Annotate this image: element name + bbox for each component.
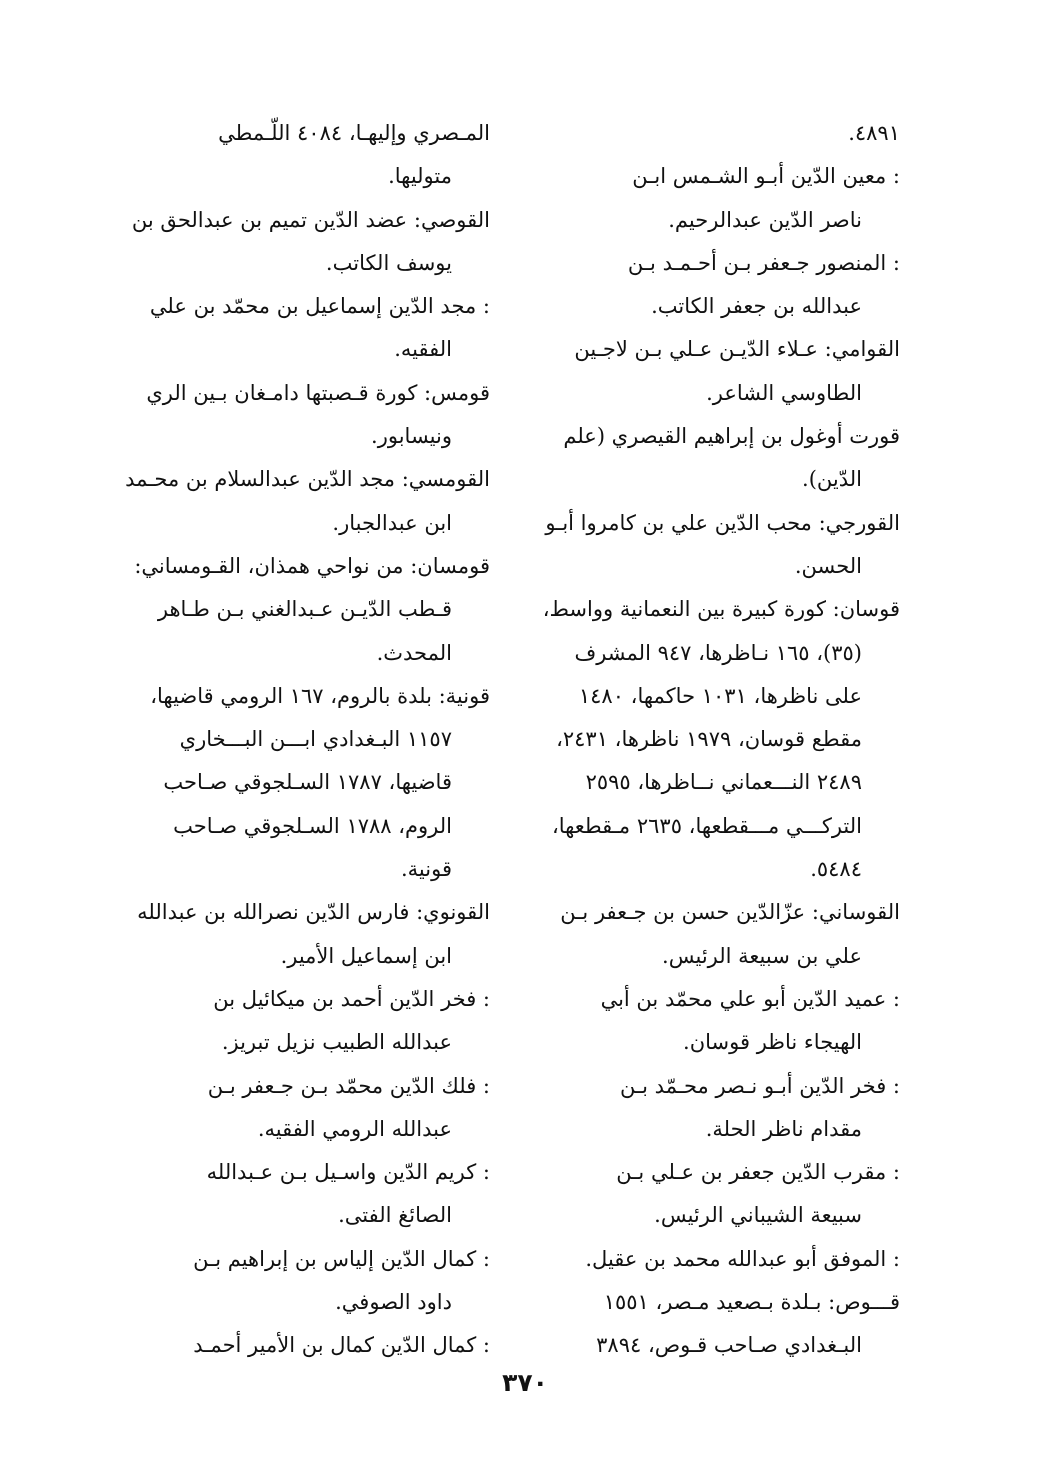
entry-continuation-line: الصائغ الفتى. <box>338 1203 452 1228</box>
entry-line: : كريم الدّين واسـيل بـن عـبدالله <box>206 1160 490 1185</box>
entry-line: : معين الدّين أبـو الشـمس ابـن <box>632 164 900 189</box>
index-entry <box>120 372 490 459</box>
entry-continuation-line: ابن إسماعيل الأمير. <box>280 943 452 968</box>
entry-line: : فخر الدّين أحمد بن ميكائيل بن <box>213 986 490 1011</box>
entry-line: ٤٨٩١. <box>848 121 900 145</box>
entry-line: : فخر الدّين أبـو نـصر محـمّد بـن <box>620 1073 900 1098</box>
entry-line: : عميد الدّين أبو علي محمّد بن أبي <box>600 986 900 1011</box>
entry-line: قـــوص: بـلدة بـصعيد مـصر، ١٥٥١ <box>603 1290 900 1315</box>
entry-continuation-line: التركـــي مـــقطعها، ٢٦٣٥ مـقطعها، <box>551 813 862 838</box>
entry-continuation-line: (٣٥)، ١٦٥ نـاظرها، ٩٤٧ المشرف <box>574 640 862 665</box>
index-entry <box>120 458 490 545</box>
index-entry <box>520 242 900 329</box>
index-entry <box>520 502 900 589</box>
entry-continuation-line: ٥٤٨٤. <box>810 857 862 882</box>
entry-line: : كمال الدّين إلياس بن إبراهيم بـن <box>193 1246 490 1271</box>
entry-continuation-line: متوليها. <box>388 164 452 189</box>
entry-continuation-line: قونية. <box>400 857 452 882</box>
entry-line: القورجي: محب الدّين علي بن كامروا أبـو <box>545 510 900 535</box>
entry-continuation-line: يوسف الكاتب. <box>325 250 452 275</box>
entry-continuation-line: قـطب الدّيـن عـبدالغني بـن طـاهر <box>157 597 452 622</box>
index-entry <box>520 588 900 891</box>
entry-line: : الموفق أبو عبدالله محمد بن عقيل. <box>585 1246 900 1271</box>
index-entry <box>520 415 900 502</box>
index-entry <box>120 1238 490 1325</box>
entry-continuation-line: عبدالله الرومي الفقيه. <box>257 1116 452 1141</box>
index-entry <box>520 1065 900 1152</box>
index-entry <box>120 1151 490 1238</box>
index-entry <box>520 1281 900 1368</box>
entry-continuation-line: ناصر الدّين عبدالرحيم. <box>668 207 862 232</box>
entry-line: : كمال الدّين كمال بن الأمير أحمـد <box>193 1333 490 1358</box>
index-entry <box>120 199 490 286</box>
entry-line: : مجد الدّين إسماعيل بن محمّد بن علي <box>149 294 490 319</box>
entry-line: قوسان: كورة كبيرة بين النعمانية وواسط، <box>542 597 900 622</box>
index-entry <box>120 545 490 675</box>
entry-line: القوامي: عـلاء الدّيـن عـلي بـن لاجـين <box>574 337 900 362</box>
entry-line: القوساني: عزّالدّين حسن بن جـعفر بـن <box>560 900 900 925</box>
index-entry <box>120 112 490 199</box>
entry-line: قومس: كورة قـصبتها دامـغان بـين الري <box>146 380 490 405</box>
index-entry <box>520 112 900 155</box>
entry-continuation-line: ١١٥٧ البـغدادي ابـــن البـــخاري <box>179 727 452 752</box>
entry-line: قورت أوغول بن إبراهيم القيصري (علم <box>563 424 900 449</box>
right-column <box>520 112 900 1368</box>
index-entry <box>520 978 900 1065</box>
entry-continuation-line: الفقيه. <box>394 337 452 362</box>
index-entry <box>520 1238 900 1281</box>
index-entry <box>120 891 490 978</box>
entry-continuation-line: عبدالله بن جعفر الكاتب. <box>651 294 862 319</box>
entry-continuation-line: الحسن. <box>794 553 862 578</box>
entry-continuation-line: ٢٤٨٩ النـــعماني نــاظرها، ٢٥٩٥ <box>585 770 862 795</box>
entry-line: : فلك الدّين محمّد بـن جـعفر بـن <box>207 1073 490 1098</box>
entry-continuation-line: البـغدادي صـاحب قـوص، ٣٨٩٤ <box>596 1333 862 1358</box>
left-column <box>120 112 490 1368</box>
entry-continuation-line: ابن عبدالجبار. <box>332 510 452 535</box>
entry-continuation-line: داود الصوفي. <box>335 1290 452 1315</box>
entry-continuation-line: الهيجاء ناظر قوسان. <box>683 1030 862 1055</box>
index-entry <box>120 1324 490 1367</box>
entry-line: : مقرب الدّين جعفر بن عـلي بـن <box>616 1160 900 1185</box>
index-entry <box>120 1065 490 1152</box>
index-entry <box>520 1151 900 1238</box>
entry-line: القومسي: مجد الدّين عبدالسلام بن محـمد <box>125 467 490 492</box>
entry-line: القونوي: فارس الدّين نصرالله بن عبدالله <box>137 900 490 925</box>
entry-line: قونية: بلدة بالروم، ١٦٧ الرومي قاضيها، <box>150 683 490 708</box>
entry-continuation-line: علي بن سبيعة الرئيس. <box>662 943 862 968</box>
entry-continuation-line: مقدام ناظر الحلة. <box>705 1116 862 1141</box>
entry-line: المـصري وإليهـا، ٤٠٨٤ اللّـمطي <box>218 121 490 145</box>
entry-continuation-line: المحدث. <box>376 640 452 665</box>
entry-continuation-line: ونيسابور. <box>371 424 452 449</box>
entry-continuation-line: الدّين). <box>802 467 862 492</box>
entry-line: : المنصور جـعفر بـن أحـمـد بـن <box>627 250 900 275</box>
entry-continuation-line: على ناظرها، ١٠٣١ حاكمها، ١٤٨٠ <box>578 683 862 708</box>
entry-continuation-line: قاضيها، ١٧٨٧ السـلجوقي صـاحب <box>163 770 452 795</box>
entry-continuation-line: سبيعة الشيباني الرئيس. <box>654 1203 862 1228</box>
entry-continuation-line: الطاوسي الشاعر. <box>706 380 862 405</box>
index-entry <box>520 891 900 978</box>
entry-line: قومسان: من نواحي همذان، القـومساني: <box>134 553 490 578</box>
index-entry <box>120 285 490 372</box>
entry-continuation-line: مقطع قوسان، ١٩٧٩ ناظرها، ٢٤٣١، <box>556 727 862 752</box>
entry-line: القوصي: عضد الدّين تميم بن عبدالحق بن <box>131 207 490 232</box>
entry-continuation-line: عبدالله الطبيب نزيل تبريز. <box>221 1030 452 1055</box>
page-number: ٣٧٠ <box>502 1368 548 1397</box>
index-entry <box>120 978 490 1065</box>
index-entry <box>120 675 490 891</box>
index-entry <box>520 328 900 415</box>
entry-continuation-line: الروم، ١٧٨٨ السـلجوقي صـاحب <box>173 813 452 838</box>
index-entry <box>520 155 900 242</box>
